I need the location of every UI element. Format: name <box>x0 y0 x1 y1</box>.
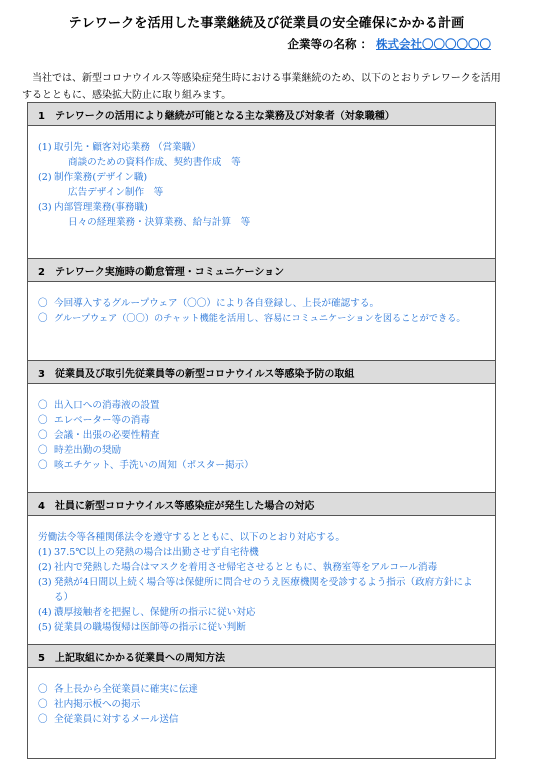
section-2 <box>28 258 495 360</box>
list-item: 〇 グループウェア（〇〇）のチャット機能を活用し、容易にコミュニケーションを図ることができる。 <box>38 313 466 324</box>
list-item: 日々の経理業務・決算業務、給与計算 等 <box>68 217 251 228</box>
list-item: (5) 従業員の職場復帰は医師等の指示に従い判断 <box>38 622 246 633</box>
list-item: (2) 制作業務(デザイン職) <box>38 172 148 183</box>
list-item: (1) 取引先・顧客対応業務 （営業職） <box>38 142 201 153</box>
section-heading: 3 従業員及び取引先従業員等の新型コロナウイルス等感染予防の取組 <box>28 360 495 384</box>
section-body <box>28 384 495 492</box>
page-title: テレワークを活用した事業継続及び従業員の安全確保にかかる計画 <box>68 16 465 31</box>
section-body <box>28 126 495 258</box>
list-item: 〇 各上長から全従業員に確実に伝達 <box>38 684 198 695</box>
list-item: 広告デザイン制作 等 <box>68 187 164 198</box>
section-body <box>28 668 495 759</box>
intro-paragraph: 当社では、新型コロナウイルス等感染症発生時における事業継続のため、以下のとおりテレワークを活用するとともに、感染拡大防止に取り組みます。 <box>22 73 501 101</box>
section-heading: 1 テレワークの活用により継続が可能となる主な業務及び対象者（対象職種） <box>28 102 495 126</box>
list-item: 労働法令等各種関係法令を遵守するとともに、以下のとおり対応する。 <box>38 532 345 543</box>
company-label: 企業等の名称 ： <box>287 37 372 51</box>
section-body <box>28 282 495 360</box>
list-item: 商談のための資料作成、契約書作成 等 <box>68 157 241 168</box>
list-item: 〇 今回導入するグループウェア（〇〇）により各自登録し、上長が確認する。 <box>38 298 380 309</box>
list-item: (1) 37.5℃以上の発熱の場合は出勤させず自宅待機 <box>38 547 259 558</box>
section-3 <box>28 360 495 492</box>
section-4 <box>28 492 495 644</box>
list-item: 〇 時差出勤の奨励 <box>38 445 122 456</box>
list-item: 〇 エレベーター等の消毒 <box>38 415 150 426</box>
section-heading: 4 社員に新型コロナウイルス等感染症が発生した場合の対応 <box>28 492 495 516</box>
list-item: 〇 出入口への消毒液の設置 <box>38 400 160 411</box>
list-item: (3) 発熱が4日間以上続く場合等は保健所に問合せのうえ医療機関を受診するよう指示（政府方針による） <box>38 577 473 603</box>
list-item: (2) 社内で発熱した場合はマスクを着用させ帰宅させるとともに、執務室等をアルコール消毒 <box>38 562 438 573</box>
section-5 <box>28 644 495 759</box>
list-item: 〇 全従業員に対するメール送信 <box>38 714 179 725</box>
section-body <box>28 516 495 644</box>
company-name <box>287 36 491 52</box>
section-heading: 2 テレワーク実施時の勤怠管理・コミュニケーション <box>28 258 495 282</box>
section-heading: 5 上記取組にかかる従業員への周知方法 <box>28 644 495 668</box>
sections-table <box>27 102 496 759</box>
company-value[interactable]: 株式会社〇〇〇〇〇〇 <box>376 37 491 51</box>
list-item: (3) 内部管理業務(事務職) <box>38 202 148 213</box>
list-item: 〇 会議・出張の必要性精査 <box>38 430 160 441</box>
list-item: 〇 社内掲示板への掲示 <box>38 699 141 710</box>
list-item: (4) 濃厚接触者を把握し、保健所の指示に従い対応 <box>38 607 256 618</box>
list-item: 〇 咳エチケット、手洗いの周知（ポスター掲示） <box>38 460 254 471</box>
section-1 <box>28 102 495 258</box>
